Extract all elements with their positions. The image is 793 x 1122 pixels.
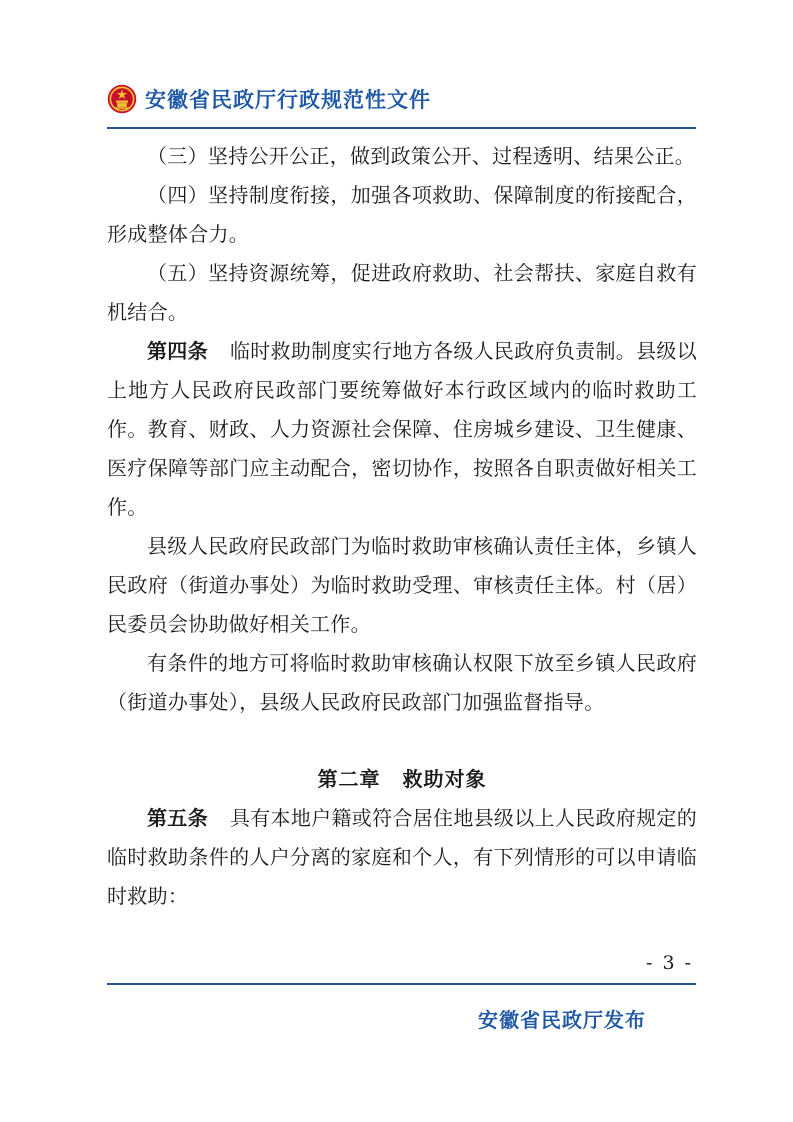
header-divider — [107, 127, 696, 129]
chapter-title: 救助对象 — [402, 767, 487, 791]
principle-3: （三）坚持公开公正，做到政策公开、过程透明、结果公正。 — [147, 144, 696, 168]
article-4-text: 临时救助制度实行地方各级人民政府负责制。县级以上地方人民政府民政部门要统筹做好本行政区域内的临时救助工作。教育、财政、人力资源社会保障、住房城乡建设、卫生健康、医疗保障等部门应主动配合，密切协作，按照各自职责做好相关工作。 — [107, 339, 698, 519]
chapter-label: 第二章 — [317, 767, 381, 791]
article-4 — [107, 332, 697, 527]
principle-4: （四）坚持制度衔接，加强各项救助、保障制度的衔接配合，形成整体合力。 — [107, 183, 697, 246]
principle-5: （五）坚持资源统筹，促进政府救助、社会帮扶、家庭自救有机结合。 — [107, 261, 697, 324]
document-header — [107, 84, 431, 114]
chapter-heading — [107, 760, 697, 799]
article-4-label: 第四条 — [147, 339, 208, 363]
document-body — [107, 137, 697, 916]
national-emblem-icon — [107, 84, 137, 114]
section-spacer — [107, 722, 697, 760]
article-5-label: 第五条 — [147, 806, 208, 830]
page-number: - 3 - — [645, 952, 693, 974]
article-5-text: 具有本地户籍或符合居住地县级以上人民政府规定的临时救助条件的人户分离的家庭和个人，有下列情形的可以申请临时救助： — [107, 806, 698, 908]
header-title: 安徽省民政厅行政规范性文件 — [145, 88, 431, 112]
footer-divider — [107, 983, 696, 985]
article-4-para-2: 县级人民政府民政部门为临时救助审核确认责任主体，乡镇人民政府（街道办事处）为临时救助受理、审核责任主体。村（居）民委员会协助做好相关工作。 — [107, 534, 697, 636]
article-5 — [107, 799, 697, 916]
footer-publisher: 安徽省民政厅发布 — [478, 1008, 646, 1032]
article-4-para-3: 有条件的地方可将临时救助审核确认权限下放至乡镇人民政府（街道办事处），县级人民政府民政部门加强监督指导。 — [107, 651, 697, 714]
